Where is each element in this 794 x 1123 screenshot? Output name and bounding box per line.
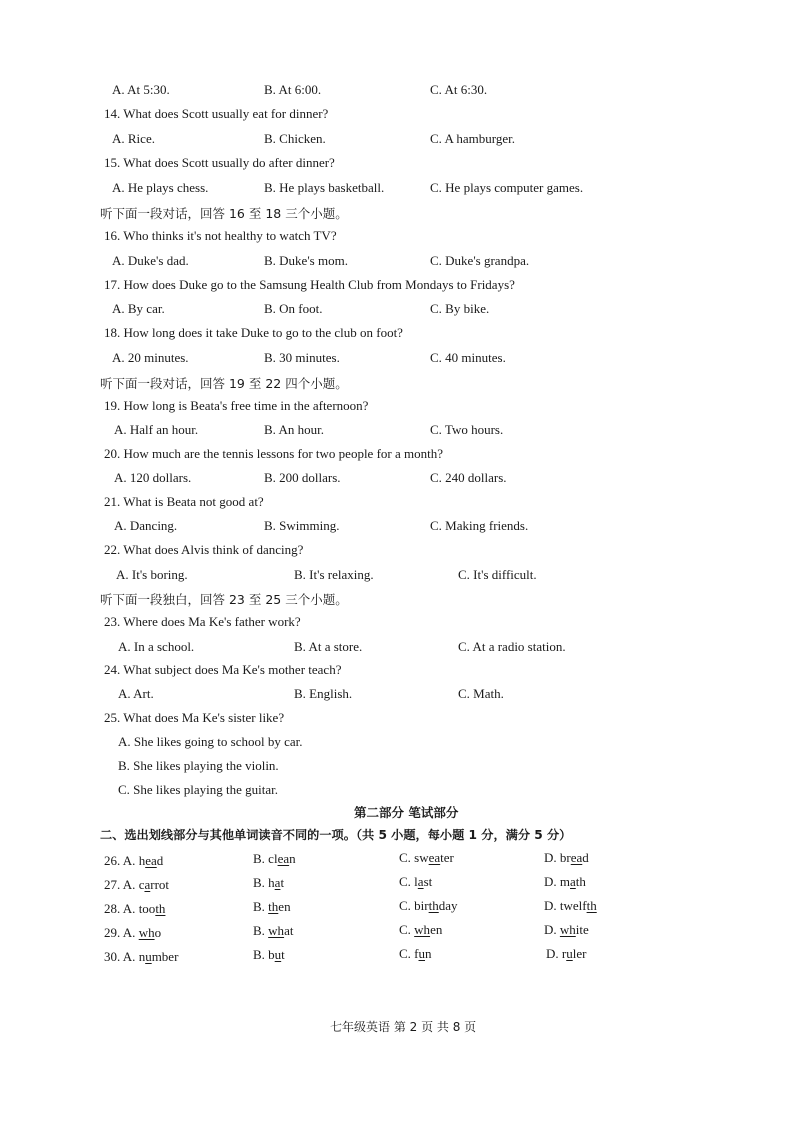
option-a: A. She likes going to school by car. <box>118 734 303 749</box>
question-22: 22. What does Alvis think of dancing? <box>104 542 304 557</box>
listening-instruction: 听下面一段独白，回答 23 至 25 三个小题。 <box>100 592 348 607</box>
option-b: B. clean <box>253 851 296 866</box>
option-c: C. She likes playing the guitar. <box>118 782 278 797</box>
option-a: A. By car. <box>112 301 165 316</box>
option-d: D. white <box>544 922 589 937</box>
option-b: B. On foot. <box>264 301 323 316</box>
part-title: 第二部分 笔试部分 <box>354 805 459 820</box>
option-a: A. Half an hour. <box>114 422 199 437</box>
phonetic-question-27: 27. A. carrot <box>104 877 170 892</box>
option-c: C. Two hours. <box>430 422 504 437</box>
option-b: B. At a store. <box>294 639 363 654</box>
phonetic-question-30: 30. A. number <box>104 949 179 964</box>
option-b: B. hat <box>253 875 285 890</box>
option-a: A. head <box>122 853 164 868</box>
option-c: C. It's difficult. <box>458 567 537 582</box>
page-footer: 七年级英语 第 2 页 共 8 页 <box>330 1020 477 1034</box>
option-c: C. Duke's grandpa. <box>430 253 530 268</box>
option-b: B. 30 minutes. <box>264 350 340 365</box>
option-b: B. what <box>253 923 294 938</box>
option-a: A. tooth <box>122 901 166 916</box>
question-23: 23. Where does Ma Ke's father work? <box>104 614 301 629</box>
option-c: C. 40 minutes. <box>430 350 506 365</box>
question-16: 16. Who thinks it's not healthy to watch TV? <box>104 228 337 243</box>
option-a: A. Rice. <box>112 131 155 146</box>
option-b: B. English. <box>294 686 353 701</box>
option-a: A. 20 minutes. <box>112 350 189 365</box>
section-heading: 二、选出划线部分与其他单词读音不同的一项。（共 5 小题，每小题 1 分，满分 5 分） <box>100 828 572 842</box>
option-a: A. At 5:30. <box>112 82 170 97</box>
question-25: 25. What does Ma Ke's sister like? <box>104 710 285 725</box>
option-c: C. sweater <box>399 850 454 865</box>
option-c: C. Math. <box>458 686 504 701</box>
option-c: C. He plays computer games. <box>430 180 584 195</box>
question-14: 14. What does Scott usually eat for dinner? <box>104 106 329 121</box>
option-c: C. 240 dollars. <box>430 470 507 485</box>
option-a: A. Art. <box>118 686 154 701</box>
phonetic-question-26: 26. A. head <box>104 853 164 868</box>
option-d: D. math <box>544 874 586 889</box>
option-a: A. Dancing. <box>114 518 178 533</box>
phonetic-question-29: 29. A. who <box>104 925 162 940</box>
option-a: A. 120 dollars. <box>114 470 192 485</box>
question-19: 19. How long is Beata's free time in the afternoon? <box>104 398 369 413</box>
option-b: B. then <box>253 899 291 914</box>
phonetic-question-28: 28. A. tooth <box>104 901 166 916</box>
option-b: B. Chicken. <box>264 131 326 146</box>
option-a: A. He plays chess. <box>112 180 209 195</box>
option-a: A. It's boring. <box>116 567 188 582</box>
option-b: B. She likes playing the violin. <box>118 758 279 773</box>
option-d: D. twelfth <box>544 898 597 913</box>
option-b: B. Duke's mom. <box>264 253 348 268</box>
option-b: B. but <box>253 947 285 962</box>
option-a: A. number <box>122 949 179 964</box>
option-a: A. Duke's dad. <box>112 253 189 268</box>
option-b: B. He plays basketball. <box>264 180 385 195</box>
option-a: A. who <box>122 925 162 940</box>
option-c: C. birthday <box>399 898 458 913</box>
listening-instruction: 听下面一段对话，回答 19 至 22 四个小题。 <box>100 376 348 391</box>
option-c: C. At 6:30. <box>430 82 488 97</box>
question-17: 17. How does Duke go to the Samsung Health Club from Mondays to Fridays? <box>104 277 515 292</box>
option-c: C. fun <box>399 946 432 961</box>
option-c: C. last <box>399 874 433 889</box>
option-d: D. ruler <box>546 946 587 961</box>
question-21: 21. What is Beata not good at? <box>104 494 264 509</box>
question-20: 20. How much are the tennis lessons for two people for a month? <box>104 446 444 461</box>
option-a: A. carrot <box>122 877 170 892</box>
option-c: C. A hamburger. <box>430 131 515 146</box>
listening-instruction: 听下面一段对话，回答 16 至 18 三个小题。 <box>100 206 348 221</box>
option-b: B. At 6:00. <box>264 82 322 97</box>
option-b: B. 200 dollars. <box>264 470 341 485</box>
option-c: C. At a radio station. <box>458 639 566 654</box>
option-c: C. Making friends. <box>430 518 529 533</box>
option-b: B. Swimming. <box>264 518 340 533</box>
option-b: B. An hour. <box>264 422 324 437</box>
question-15: 15. What does Scott usually do after dinner? <box>104 155 335 170</box>
option-a: A. In a school. <box>118 639 195 654</box>
question-18: 18. How long does it take Duke to go to the club on foot? <box>104 325 403 340</box>
question-24: 24. What subject does Ma Ke's mother teach? <box>104 662 342 677</box>
option-c: C. By bike. <box>430 301 490 316</box>
option-b: B. It's relaxing. <box>294 567 374 582</box>
option-d: D. bread <box>544 850 589 865</box>
option-c: C. when <box>399 922 443 937</box>
